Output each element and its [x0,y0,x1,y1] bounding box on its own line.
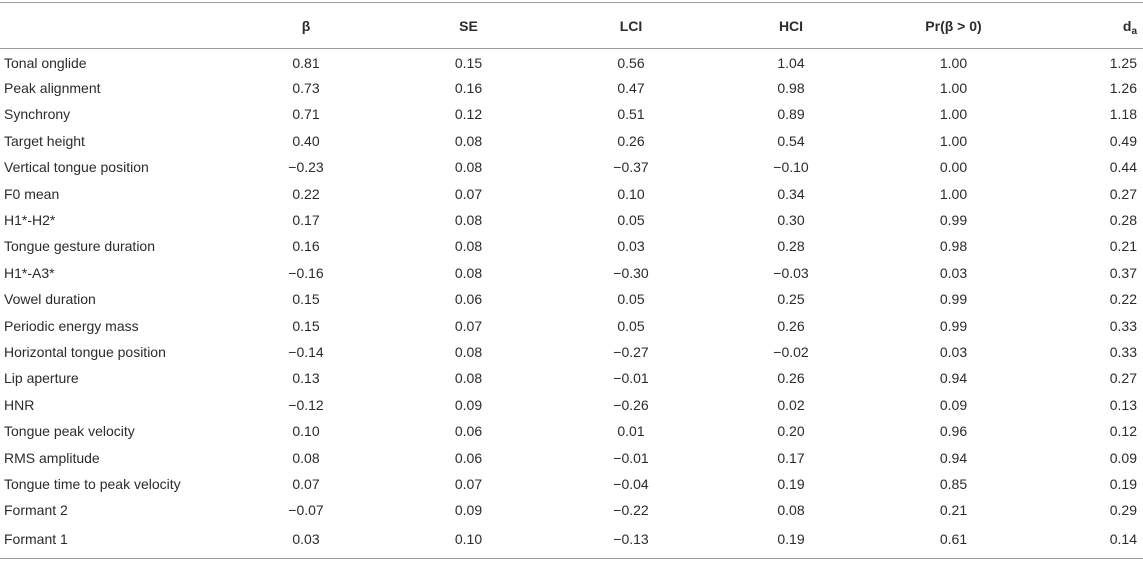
cell-se: 0.07 [454,317,483,334]
row-label: Horizontal tongue position [4,343,166,360]
row-label: RMS amplitude [4,449,100,466]
cell-lci: −0.30 [613,264,649,281]
row-label: Periodic energy mass [4,317,139,334]
table-row [0,260,1143,286]
cell-lci: 0.05 [617,317,645,334]
table-row [0,128,1143,154]
cell-hci: −0.03 [773,264,809,281]
cell-beta: 0.81 [292,54,320,71]
cell-se: 0.08 [454,212,483,229]
table-row [0,471,1143,497]
header-hci: HCI [711,3,871,49]
cell-pr: 0.99 [939,212,968,229]
cell-pr: 1.00 [939,132,968,149]
cell-da: 0.12 [1109,423,1137,440]
cell-pr: 0.61 [871,524,1036,559]
cell-pr: 0.94 [939,370,968,387]
row-label: HNR [4,396,35,413]
cell-se: 0.06 [454,291,483,308]
cell-se: 0.07 [454,185,483,202]
cell-lci: 0.51 [617,106,645,123]
cell-lci: 0.10 [617,185,645,202]
cell-pr: 0.98 [939,238,968,255]
cell-hci: 0.17 [777,449,805,466]
header-label-column [0,3,226,49]
table-row [0,365,1143,391]
table-row [0,444,1143,470]
cell-hci: 0.02 [777,396,805,413]
cell-hci: 0.98 [777,80,805,97]
cell-pr: 1.00 [939,80,968,97]
header-da-subscript: a [1131,25,1137,37]
row-label: Vowel duration [4,291,96,308]
row-label: Synchrony [4,106,71,123]
cell-da: 0.37 [1109,264,1137,281]
cell-da: 1.26 [1109,80,1137,97]
cell-lci: −0.01 [613,370,649,387]
cell-da: 1.25 [1109,54,1137,71]
cell-lci: −0.26 [613,396,649,413]
cell-da: 0.13 [1109,396,1137,413]
header-da [1036,3,1143,49]
cell-hci: 0.26 [777,370,805,387]
cell-pr: 0.00 [939,159,968,176]
cell-lci: 0.05 [617,212,645,229]
cell-lci: 0.01 [617,423,645,440]
cell-se: 0.06 [454,423,483,440]
cell-da: 0.44 [1109,159,1137,176]
header-da-base: d [1122,17,1132,34]
table-header [0,3,1143,49]
cell-beta: −0.14 [288,343,324,360]
table-row [0,207,1143,233]
cell-se: 0.12 [454,106,483,123]
row-label: F0 mean [4,185,60,202]
cell-hci: 0.34 [777,185,805,202]
cell-beta: 0.15 [292,317,320,334]
cell-lci: 0.26 [617,132,645,149]
cell-da: 0.49 [1109,132,1137,149]
row-label: Formant 1 [0,524,226,559]
cell-se: 0.08 [454,343,483,360]
row-label: H1*-H2* [4,212,56,229]
header-beta: β [226,3,386,49]
cell-pr: 0.96 [939,423,968,440]
cell-pr: 1.00 [939,54,968,71]
cell-se: 0.09 [454,396,483,413]
cell-lci: 0.47 [617,80,645,97]
cell-da: 0.33 [1109,343,1137,360]
cell-hci: 0.08 [777,502,805,519]
cell-hci: 0.25 [777,291,805,308]
cell-da: 0.29 [1109,502,1137,519]
cell-pr: 0.09 [939,396,968,413]
cell-pr: 0.03 [939,343,968,360]
table-row [0,49,1143,75]
cell-beta: 0.71 [292,106,320,123]
results-table [0,2,1143,559]
cell-beta: 0.10 [292,423,320,440]
cell-da: 1.18 [1109,106,1137,123]
cell-lci: 0.56 [617,54,645,71]
cell-pr: 0.94 [939,449,968,466]
table-row [0,75,1143,101]
row-label: Tongue peak velocity [4,423,135,440]
cell-pr: 0.21 [939,502,968,519]
cell-se: 0.16 [454,80,483,97]
cell-beta: 0.40 [292,132,320,149]
cell-hci: 0.30 [777,212,805,229]
table-row [0,524,1143,559]
cell-lci: −0.37 [613,159,649,176]
cell-beta: 0.22 [292,185,320,202]
cell-hci: 0.19 [777,475,805,492]
cell-lci: −0.13 [551,524,711,559]
cell-pr: 0.85 [939,475,968,492]
cell-pr: 0.99 [939,317,968,334]
row-label: Tongue time to peak velocity [4,475,181,492]
row-label: Tongue gesture duration [4,238,155,255]
cell-se: 0.10 [386,524,551,559]
cell-hci: 0.20 [777,423,805,440]
cell-da: 0.28 [1109,212,1137,229]
cell-beta: −0.12 [288,396,324,413]
cell-se: 0.08 [454,132,483,149]
cell-pr: 0.99 [939,291,968,308]
cell-da: 0.27 [1109,370,1137,387]
cell-beta: 0.73 [292,80,320,97]
table-row [0,286,1143,312]
table-row [0,392,1143,418]
cell-lci: 0.05 [617,291,645,308]
cell-pr: 0.03 [939,264,968,281]
cell-beta: 0.08 [292,449,320,466]
row-label: Target height [4,132,85,149]
table-row [0,101,1143,127]
cell-se: 0.08 [454,264,483,281]
cell-hci: 0.28 [777,238,805,255]
cell-beta: −0.16 [288,264,324,281]
cell-se: 0.09 [454,502,483,519]
cell-da: 0.09 [1109,449,1137,466]
cell-se: 0.08 [454,370,483,387]
cell-beta: 0.17 [292,212,320,229]
table-body [0,49,1143,559]
cell-da: 0.19 [1109,475,1137,492]
cell-beta: 0.15 [292,291,320,308]
table-row [0,339,1143,365]
header-se: SE [386,3,551,49]
cell-beta: −0.07 [288,502,324,519]
cell-hci: 1.04 [777,54,805,71]
row-label: Vertical tongue position [4,159,149,176]
row-label: Tonal onglide [4,54,87,71]
table-row [0,154,1143,180]
header-lci: LCI [551,3,711,49]
cell-hci: 0.19 [711,524,871,559]
table-row [0,233,1143,259]
cell-da: 0.14 [1036,524,1143,559]
cell-lci: −0.27 [613,343,649,360]
cell-beta: 0.07 [292,475,320,492]
cell-lci: −0.04 [613,475,649,492]
cell-beta: −0.23 [288,159,324,176]
table-row [0,497,1143,523]
cell-hci: 0.54 [777,132,805,149]
cell-da: 0.33 [1109,317,1137,334]
cell-beta: 0.13 [292,370,320,387]
cell-lci: −0.01 [613,449,649,466]
row-label: Formant 2 [4,502,68,519]
table-row [0,418,1143,444]
cell-da: 0.21 [1109,238,1137,255]
cell-hci: −0.10 [773,159,809,176]
cell-da: 0.22 [1109,291,1137,308]
table-row [0,312,1143,338]
cell-se: 0.07 [454,475,483,492]
cell-lci: −0.22 [613,502,649,519]
cell-lci: 0.03 [617,238,645,255]
cell-da: 0.27 [1109,185,1137,202]
cell-pr: 1.00 [939,106,968,123]
header-pr: Pr(β > 0) [871,3,1036,49]
cell-hci: 0.89 [777,106,805,123]
row-label: Lip aperture [4,370,79,387]
cell-se: 0.08 [454,159,483,176]
header-row [0,3,1143,49]
row-label: H1*-A3* [4,264,55,281]
table-row [0,180,1143,206]
cell-se: 0.06 [454,449,483,466]
cell-hci: −0.02 [773,343,809,360]
cell-beta: 0.03 [226,524,386,559]
cell-se: 0.08 [454,238,483,255]
cell-beta: 0.16 [292,238,320,255]
cell-pr: 1.00 [939,185,968,202]
cell-se: 0.15 [454,54,483,71]
cell-hci: 0.26 [777,317,805,334]
row-label: Peak alignment [4,80,101,97]
